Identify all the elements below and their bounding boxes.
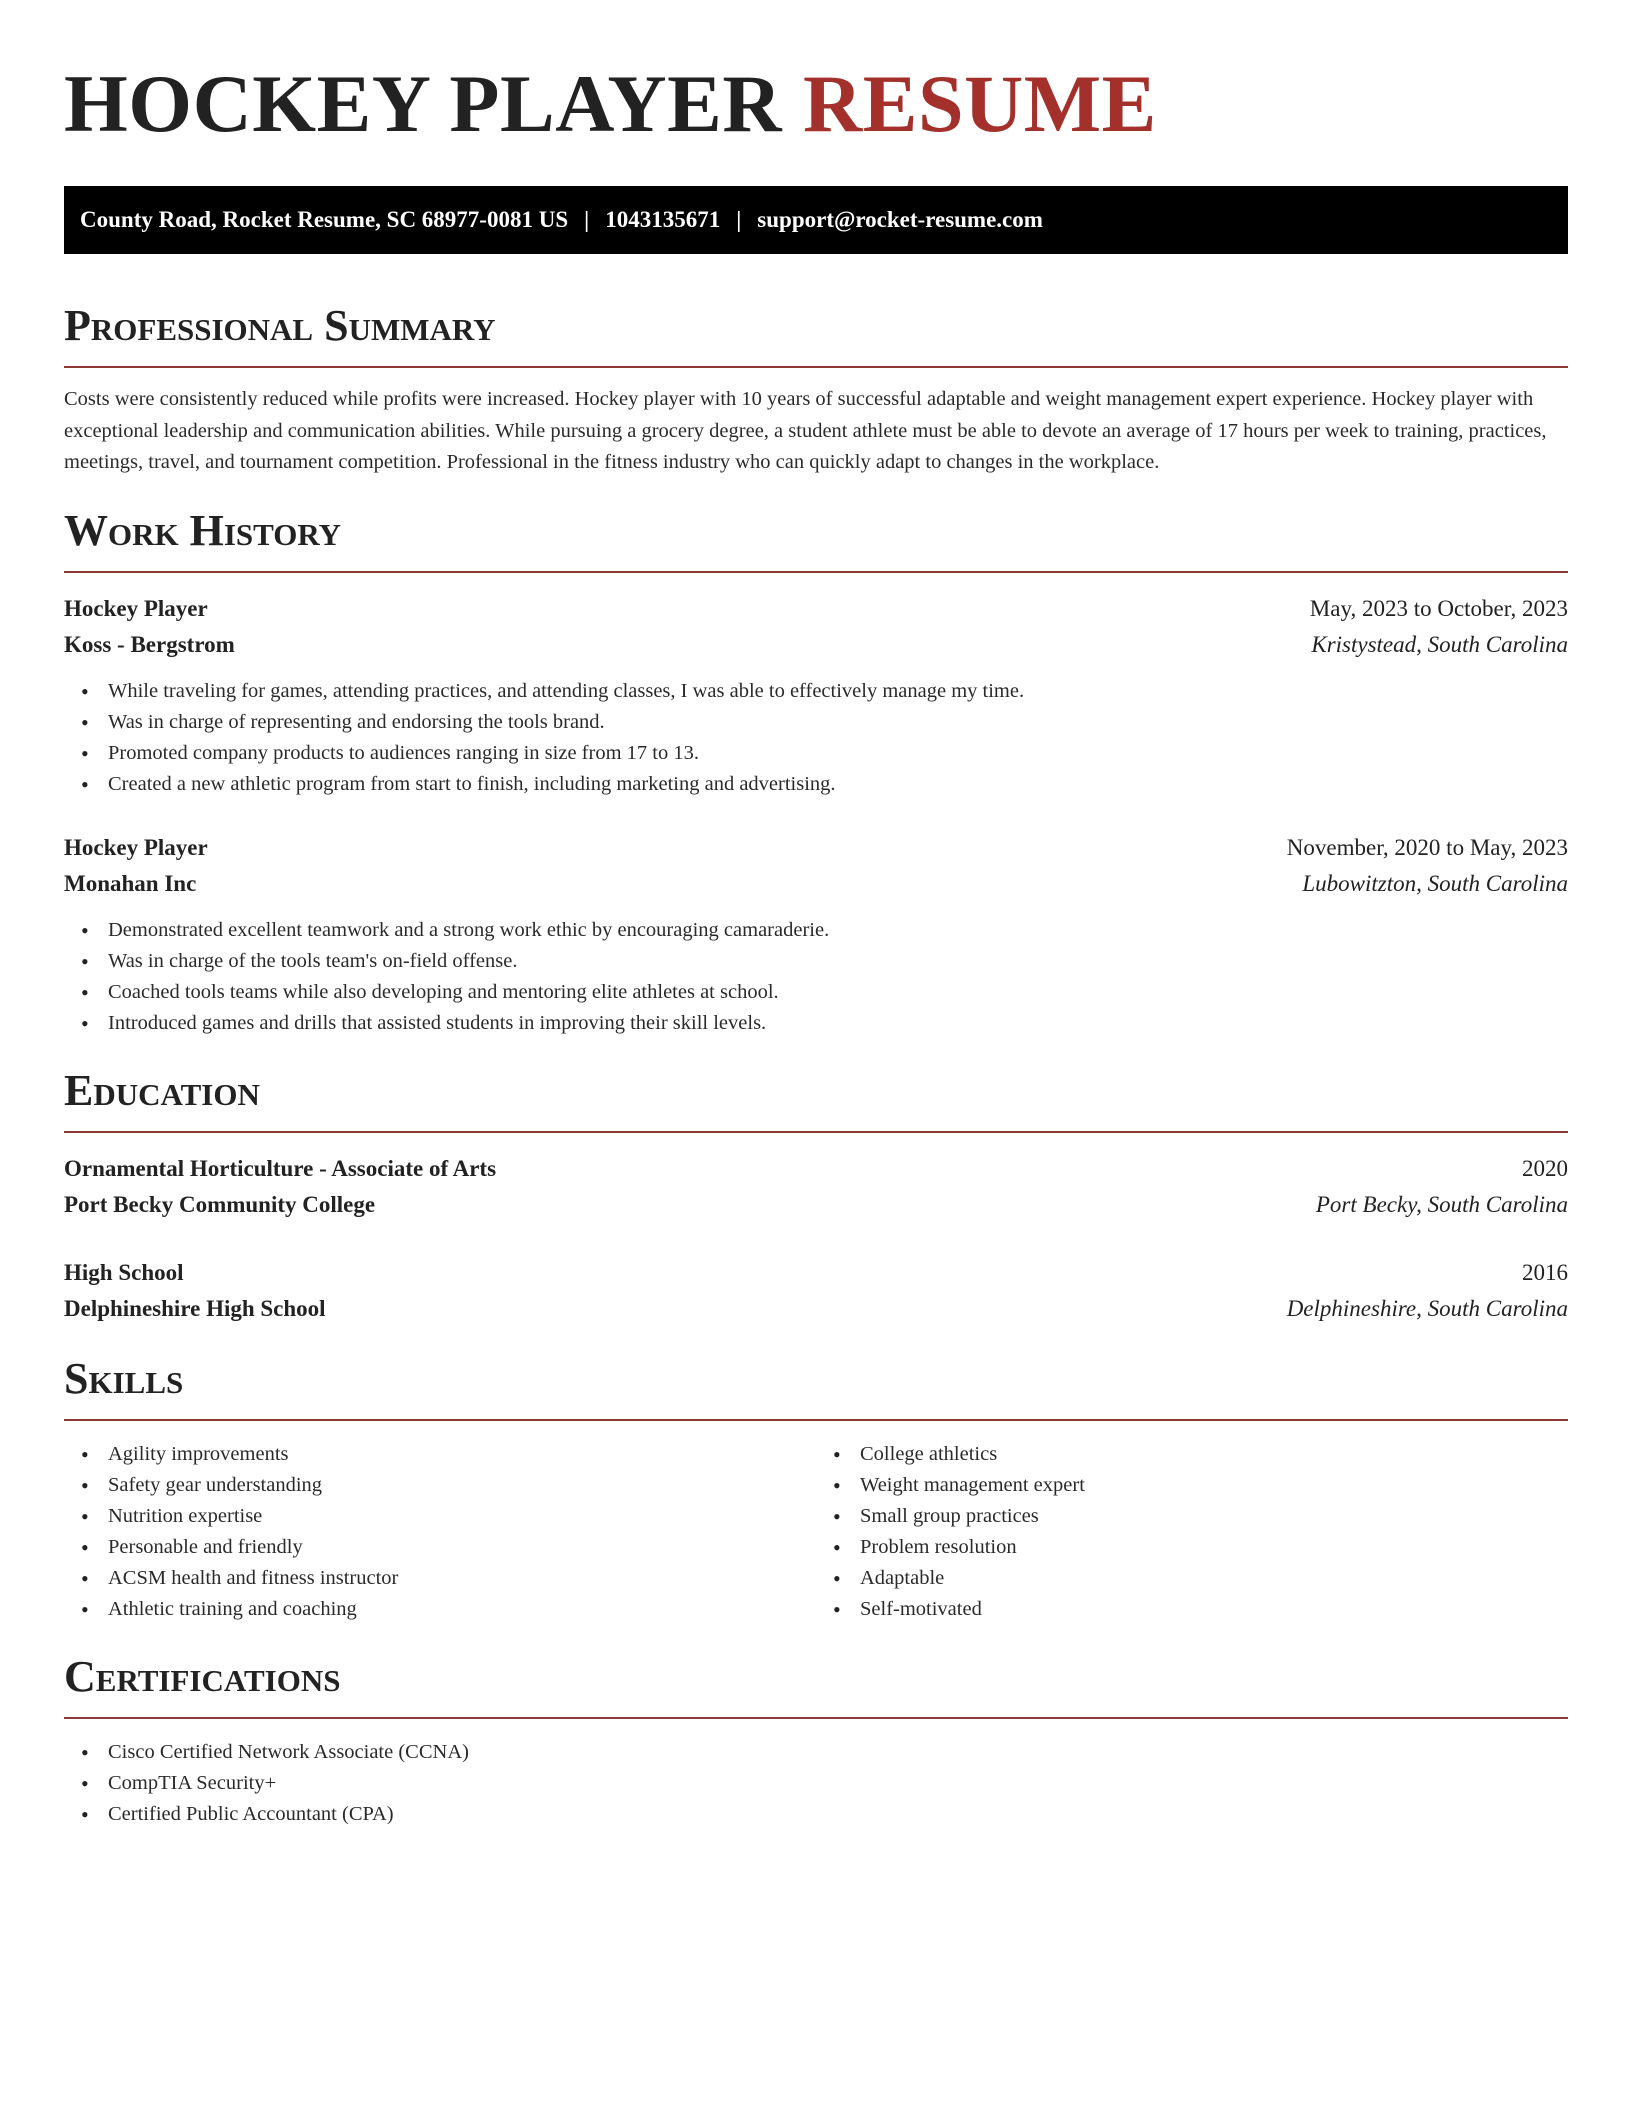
contact-phone: 1043135671 <box>605 207 721 232</box>
company-name: Monahan Inc <box>64 870 197 896</box>
skills-grid <box>64 1439 1568 1625</box>
list-item: • Athletic training and coaching <box>108 1594 816 1625</box>
list-item: • Agility improvements <box>108 1439 816 1470</box>
education-entry-header <box>64 1151 1568 1187</box>
company-name: Koss - Bergstrom <box>64 631 235 657</box>
section-divider <box>64 1419 1568 1421</box>
degree-name: Ornamental Horticulture - Associate of Arts <box>64 1155 497 1181</box>
title-accent: RESUME <box>803 58 1157 149</box>
work-section <box>64 505 1568 1039</box>
page-title <box>64 56 1568 152</box>
work-entry <box>64 591 1568 800</box>
certifications-list <box>64 1737 1568 1830</box>
work-entry-header <box>64 591 1568 627</box>
contact-separator: | <box>584 207 590 232</box>
section-divider <box>64 1717 1568 1719</box>
certifications-section <box>64 1651 1568 1830</box>
job-location: Kristystead, South Carolina <box>1311 631 1568 657</box>
school-name: Delphineshire High School <box>64 1295 326 1321</box>
job-title: Hockey Player <box>64 834 208 860</box>
graduation-year: 2020 <box>1522 1155 1568 1181</box>
list-item: • Was in charge of representing and endorsing the tools brand. <box>108 707 1568 738</box>
section-heading-education: Education <box>64 1065 260 1115</box>
education-entry-subheader <box>64 1291 1568 1327</box>
job-location: Lubowitzton, South Carolina <box>1302 870 1568 896</box>
list-item: • CompTIA Security+ <box>108 1768 1568 1799</box>
list-item: • ACSM health and fitness instructor <box>108 1563 816 1594</box>
section-heading-work: Work History <box>64 505 342 555</box>
skills-column-right <box>816 1439 1568 1625</box>
section-divider <box>64 571 1568 573</box>
contact-bar <box>64 186 1568 254</box>
title-main: HOCKEY PLAYER <box>64 58 783 149</box>
section-heading-certifications: Certifications <box>64 1651 341 1701</box>
section-heading-summary: Professional Summary <box>64 301 496 350</box>
list-item: • Cisco Certified Network Associate (CCNA) <box>108 1737 1568 1768</box>
list-item: • Coached tools teams while also developing and mentoring elite athletes at school. <box>108 977 1568 1008</box>
list-item: • Was in charge of the tools team's on-field offense. <box>108 946 1568 977</box>
job-title: Hockey Player <box>64 595 208 621</box>
education-entry <box>64 1255 1568 1327</box>
list-item: • While traveling for games, attending practices, and attending classes, I was able to effectively manage my time. <box>108 676 1568 707</box>
degree-name: High School <box>64 1259 184 1285</box>
contact-separator: | <box>736 207 742 232</box>
list-item: • Safety gear understanding <box>108 1470 816 1501</box>
summary-text: Costs were consistently reduced while profits were increased. Hockey player with 10 years of successful adaptable and weight management expert experience. Hockey player with exceptional leadership and communication abilities. While pursuing a grocery degree, a student athlete must be able to devote an average of 17 hours per week to training, practices, meetings, travel, and tournament competition. Professional in the fitness industry who can quickly adapt to changes in the workplace. <box>64 388 1547 473</box>
list-item: • Promoted company products to audiences ranging in size from 17 to 13. <box>108 738 1568 769</box>
school-location: Delphineshire, South Carolina <box>1286 1295 1568 1321</box>
list-item: • Introduced games and drills that assisted students in improving their skill levels. <box>108 1008 1568 1039</box>
list-item: • Personable and friendly <box>108 1532 816 1563</box>
education-entry-header <box>64 1255 1568 1291</box>
list-item: • Certified Public Accountant (CPA) <box>108 1799 1568 1830</box>
section-divider <box>64 366 1568 368</box>
section-heading-skills: Skills <box>64 1353 184 1403</box>
graduation-year: 2016 <box>1522 1259 1568 1285</box>
list-item: • Nutrition expertise <box>108 1501 816 1532</box>
work-entry-subheader <box>64 866 1568 902</box>
list-item: • College athletics <box>860 1439 1568 1470</box>
work-entry-header <box>64 830 1568 866</box>
job-dates: November, 2020 to May, 2023 <box>1286 834 1568 860</box>
education-entry-subheader <box>64 1187 1568 1223</box>
work-entry-subheader <box>64 627 1568 663</box>
education-section <box>64 1065 1568 1327</box>
school-name: Port Becky Community College <box>64 1191 376 1217</box>
list-item: • Adaptable <box>860 1563 1568 1594</box>
work-entry <box>64 830 1568 1039</box>
job-dates: May, 2023 to October, 2023 <box>1309 595 1568 621</box>
skills-column-left <box>64 1439 816 1625</box>
list-item: • Self-motivated <box>860 1594 1568 1625</box>
education-entry <box>64 1151 1568 1223</box>
list-item: • Problem resolution <box>860 1532 1568 1563</box>
list-item: • Demonstrated excellent teamwork and a strong work ethic by encouraging camaraderie. <box>108 915 1568 946</box>
list-item: • Weight management expert <box>860 1470 1568 1501</box>
summary-section <box>64 300 1568 479</box>
list-item: • Small group practices <box>860 1501 1568 1532</box>
contact-email: support@rocket-resume.com <box>757 207 1043 232</box>
contact-address: County Road, Rocket Resume, SC 68977-0081 US <box>80 207 569 232</box>
skills-section <box>64 1353 1568 1625</box>
job-duties <box>64 676 1568 800</box>
job-duties <box>64 915 1568 1039</box>
list-item: • Created a new athletic program from start to finish, including marketing and advertising. <box>108 769 1568 800</box>
section-divider <box>64 1131 1568 1133</box>
school-location: Port Becky, South Carolina <box>1315 1191 1568 1217</box>
